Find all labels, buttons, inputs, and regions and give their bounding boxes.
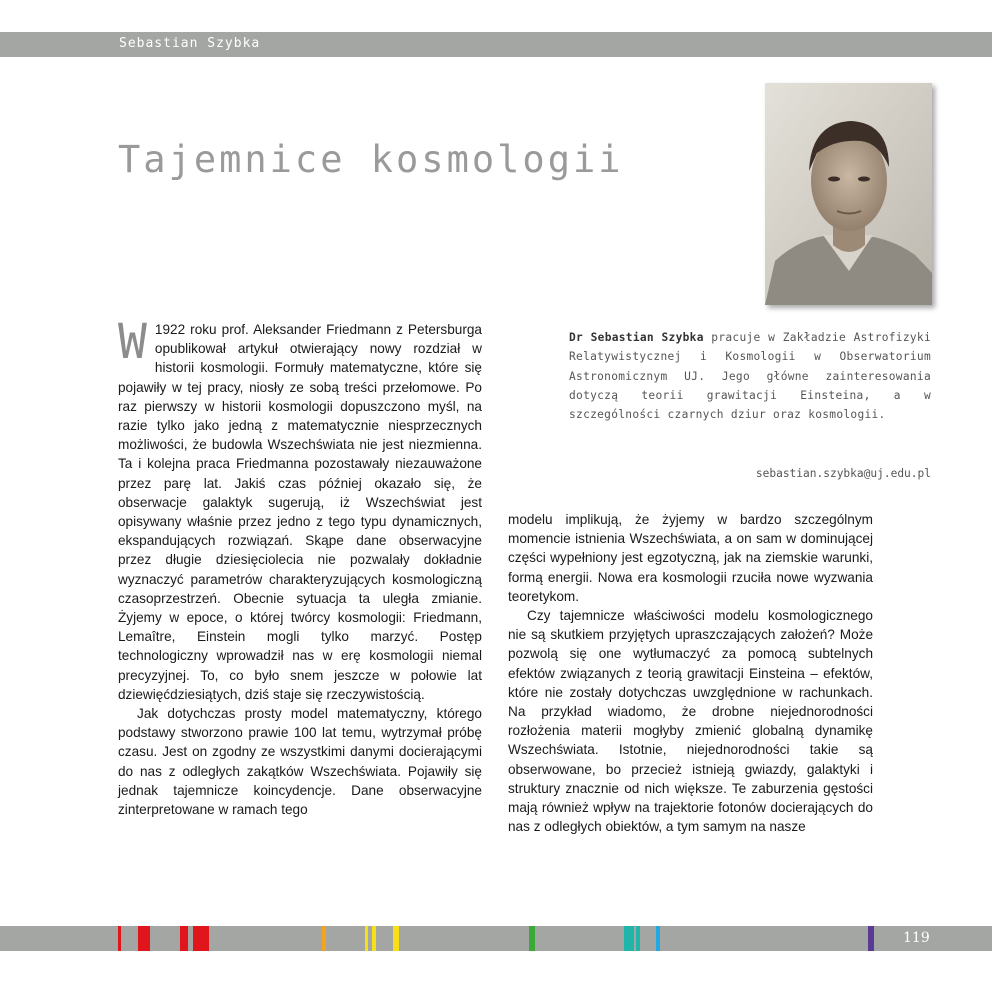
- footer-stripe: [372, 926, 376, 951]
- article-paragraph: modelu implikują, że żyjemy w bardzo szczególnym momencie istnienia Wszechświata, a on sam w dominującej części wypełniony jest egzotyczną, jak na ziemskie warunki, formą energii. Nowa era kosmologii rzuciła nowe wyzwania teoretykom.: [508, 512, 873, 604]
- article-paragraph: [118, 314, 482, 704]
- article-title: Tajemnice kosmologii: [118, 138, 624, 181]
- footer-stripe: [322, 926, 326, 951]
- footer-stripe: [193, 926, 209, 951]
- footer-stripe: [636, 926, 640, 951]
- footer-bar: [0, 926, 992, 951]
- article-paragraph: Czy tajemnicze właściwości modelu kosmologicznego nie są skutkiem przyjętych upraszczających założeń? Może pozwolą się one wytłumaczyć za pomocą subtelnych efektów związanych z teorią grawitacji Einsteina – efektów, które nie zostały dotychczas uwzględnione w rachunkach. Na przykład wiadomo, że drobne niejednorodności rozłożenia materii mogłyby zmienić globalną dynamikę Wszechświata. Istotnie, niejednorodności takie są obserwowane, bo przecież istnieją gwiazdy, galaktyki i struktury znacznie od nich większe. Te zaburzenia gęstości mają również wpływ na trajektorie fotonów docierających do nas z odległych obiektów, a tym samym na nasze: [508, 608, 873, 835]
- bio-text: pracuje w Zakładzie Astrofizyki Relatywistycznej i Kosmologii w Obserwatorium Astronomicznym UJ. Jego główne zainteresowania dotyczą teorii grawitacji Einsteina, a w szczególności czarnych dziur oraz kosmologii.: [569, 331, 931, 422]
- footer-stripe: [656, 926, 660, 951]
- footer-stripe: [118, 926, 121, 951]
- article-column-right: [508, 510, 873, 836]
- author-email: sebastian.szybka@uj.edu.pl: [755, 467, 931, 480]
- page-number: 119: [903, 930, 930, 946]
- footer-stripe: [138, 926, 150, 951]
- footer-stripe: [868, 926, 874, 951]
- footer-stripe: [529, 926, 535, 951]
- footer-stripe: [365, 926, 368, 951]
- author-bio: [569, 328, 931, 424]
- footer-stripe: [393, 926, 399, 951]
- footer-stripe: [624, 926, 634, 951]
- drop-cap: W: [118, 314, 147, 370]
- running-header-author: Sebastian Szybka: [119, 36, 261, 51]
- article-paragraph: Jak dotychczas prosty model matematyczny, którego podstawy stworzono prawie 100 lat temu, wytrzymał próbę czasu. Jest on zgodny ze wszystkimi danymi docierającymi do nas z odległych zakątków Wszechświata. Pojawiły się jednak tajemnicze koincydencje. Dane obserwacyjne zinterpretowane w ramach tego: [118, 706, 482, 818]
- paragraph-text: 1922 roku prof. Aleksander Friedmann z Petersburga opublikował artykuł otwierający nowy rozdział w historii kosmologii. Formuły matematyczne, które się pojawiły w tej pracy, niosły ze sobą treści przełomowe. Po raz pierwszy w historii kosmologii dopuszczono myśl, na razie tylko jako jedną z matematycznie niesprzecznych możliwości, że budowla Wszechświata nie jest niezmienna. Ta i kolejna praca Friedmanna pozostawały niezauważone przez parę lat. Jakiś czas później okazało się, że obserwacje galaktyk sugerują, iż Wszechświat jest opisywany właśnie przez jedno z tego typu dynamicznych, ekspandujących rozwiązań. Skąpe dane obserwacyjne przez długie dziesięciolecia nie pozwalały dokładnie wyznaczyć parametrów charakteryzujących kosmologiczną czasoprzestrzeń. Obecnie sytuacja ta uległa zmianie. Żyjemy w epoce, o której twórcy kosmologii: Friedmann, Lemaître, Einstein mogli tylko marzyć. Postęp technologiczny wprowadził nas w erę kosmologii niemal precyzyjnej. To, co było snem jeszcze w połowie lat dziewięćdziesiątych, dziś staje się rzeczywistością.: [118, 322, 482, 702]
- footer-stripe: [180, 926, 188, 951]
- bio-author-name: Dr Sebastian Szybka: [569, 331, 704, 344]
- header-bar: [0, 32, 992, 57]
- article-column-left: [118, 314, 482, 819]
- author-photo: [765, 83, 932, 305]
